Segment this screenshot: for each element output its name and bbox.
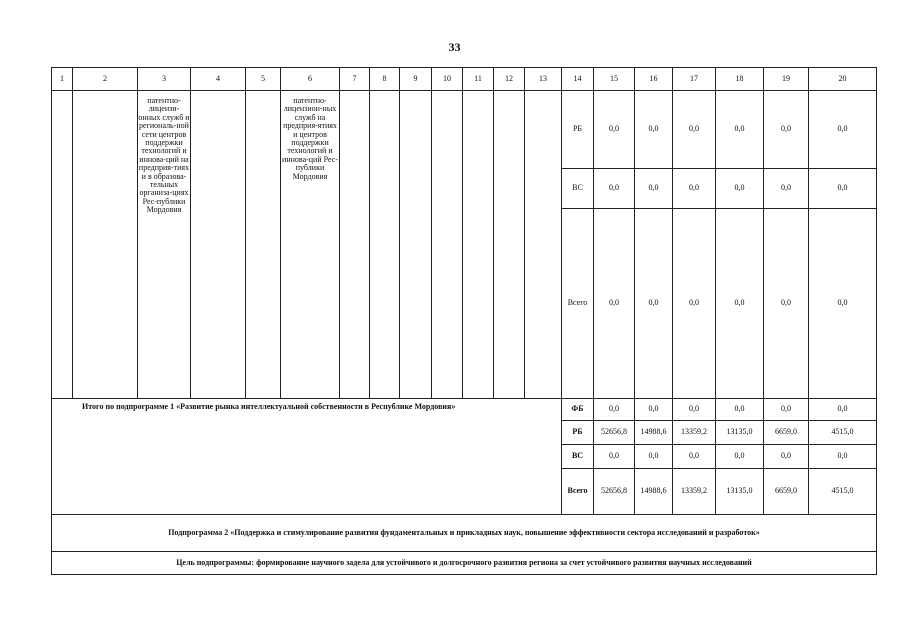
col6-text: патентно-лицензион-ных служб на предприя-ятиях и центров поддержки технологий и иннова-ций Рес-публики Мордовия	[281, 91, 340, 399]
col-header: 16	[635, 68, 673, 91]
col-header: 17	[673, 68, 716, 91]
goal-text: Цель подпрограммы: формирование научного задела для устойчивого и долгосрочного развития региона за счет устойчивого развития научных исследований	[52, 552, 877, 575]
summary-title: Итого по подпрограмме 1 «Развитие рынка интеллектуальной собственности в Республике Мордовия»	[52, 399, 562, 515]
value-cell: 0,0	[764, 91, 809, 169]
value-cell: 0,0	[716, 169, 764, 209]
value-cell: 0,0	[716, 399, 764, 421]
col-header: 12	[494, 68, 525, 91]
value-cell: 0,0	[716, 445, 764, 469]
value-cell: 0,0	[809, 445, 877, 469]
value-cell: 0,0	[764, 445, 809, 469]
value-cell: 0,0	[809, 399, 877, 421]
col-header: 13	[525, 68, 562, 91]
col-header: 9	[400, 68, 432, 91]
col-header: 5	[246, 68, 281, 91]
value-cell: 0,0	[764, 209, 809, 399]
col-header: 2	[73, 68, 138, 91]
value-cell: 0,0	[635, 91, 673, 169]
value-cell: 0,0	[809, 91, 877, 169]
subprogram-title: Подпрограмма 2 «Поддержка и стимулирование развития фундаментальных и прикладных наук, повышение эффективности сектора исследований и разработок»	[52, 515, 877, 552]
value-cell: 13359,2	[673, 421, 716, 445]
table-row	[52, 91, 877, 169]
row-label: Всего	[562, 209, 594, 399]
col-header: 1	[52, 68, 73, 91]
row-label: Всего	[562, 469, 594, 515]
col-header: 14	[562, 68, 594, 91]
value-cell: 0,0	[809, 169, 877, 209]
goal-row	[52, 552, 877, 575]
value-cell: 0,0	[673, 209, 716, 399]
summary-row	[52, 399, 877, 421]
value-cell: 0,0	[635, 169, 673, 209]
row-label: РБ	[562, 91, 594, 169]
col-header: 7	[340, 68, 370, 91]
value-cell: 13135,0	[716, 421, 764, 445]
value-cell: 0,0	[764, 169, 809, 209]
col-header: 6	[281, 68, 340, 91]
row-label: ФБ	[562, 399, 594, 421]
value-cell: 14988,6	[635, 421, 673, 445]
value-cell: 0,0	[673, 169, 716, 209]
col-header: 18	[716, 68, 764, 91]
row-label: ВС	[562, 169, 594, 209]
subprogram-row	[52, 515, 877, 552]
value-cell: 52656,8	[594, 421, 635, 445]
col-header: 8	[370, 68, 400, 91]
value-cell: 6659,0	[764, 421, 809, 445]
value-cell: 0,0	[594, 445, 635, 469]
value-cell: 0,0	[673, 91, 716, 169]
page-number: 33	[448, 40, 461, 54]
value-cell: 0,0	[673, 445, 716, 469]
value-cell: 0,0	[635, 445, 673, 469]
col-header: 4	[191, 68, 246, 91]
col-header: 20	[809, 68, 877, 91]
col-header: 11	[463, 68, 494, 91]
value-cell: 13359,2	[673, 469, 716, 515]
value-cell: 0,0	[635, 399, 673, 421]
value-cell: 0,0	[809, 209, 877, 399]
col3-text: патентно-лицензи-онных служб и региональ-ной сети центров поддержки технологий и иннова-ций на предприя-тиях и в образова-тельных организа-циях Рес-публики Мордовия	[138, 91, 191, 399]
value-cell: 0,0	[594, 399, 635, 421]
value-cell: 0,0	[594, 169, 635, 209]
row-label: ВС	[562, 445, 594, 469]
col-header: 15	[594, 68, 635, 91]
col-header: 10	[432, 68, 463, 91]
budget-table	[51, 67, 877, 575]
header-row	[52, 68, 877, 91]
value-cell: 0,0	[716, 209, 764, 399]
value-cell: 0,0	[673, 399, 716, 421]
value-cell: 0,0	[594, 209, 635, 399]
value-cell: 6659,0	[764, 469, 809, 515]
value-cell: 0,0	[716, 91, 764, 169]
value-cell: 14988,6	[635, 469, 673, 515]
value-cell: 0,0	[635, 209, 673, 399]
value-cell: 13135,0	[716, 469, 764, 515]
value-cell: 4515,0	[809, 421, 877, 445]
value-cell: 4515,0	[809, 469, 877, 515]
value-cell: 52656,8	[594, 469, 635, 515]
col-header: 19	[764, 68, 809, 91]
row-label: РБ	[562, 421, 594, 445]
value-cell: 0,0	[594, 91, 635, 169]
col-header: 3	[138, 68, 191, 91]
value-cell: 0,0	[764, 399, 809, 421]
